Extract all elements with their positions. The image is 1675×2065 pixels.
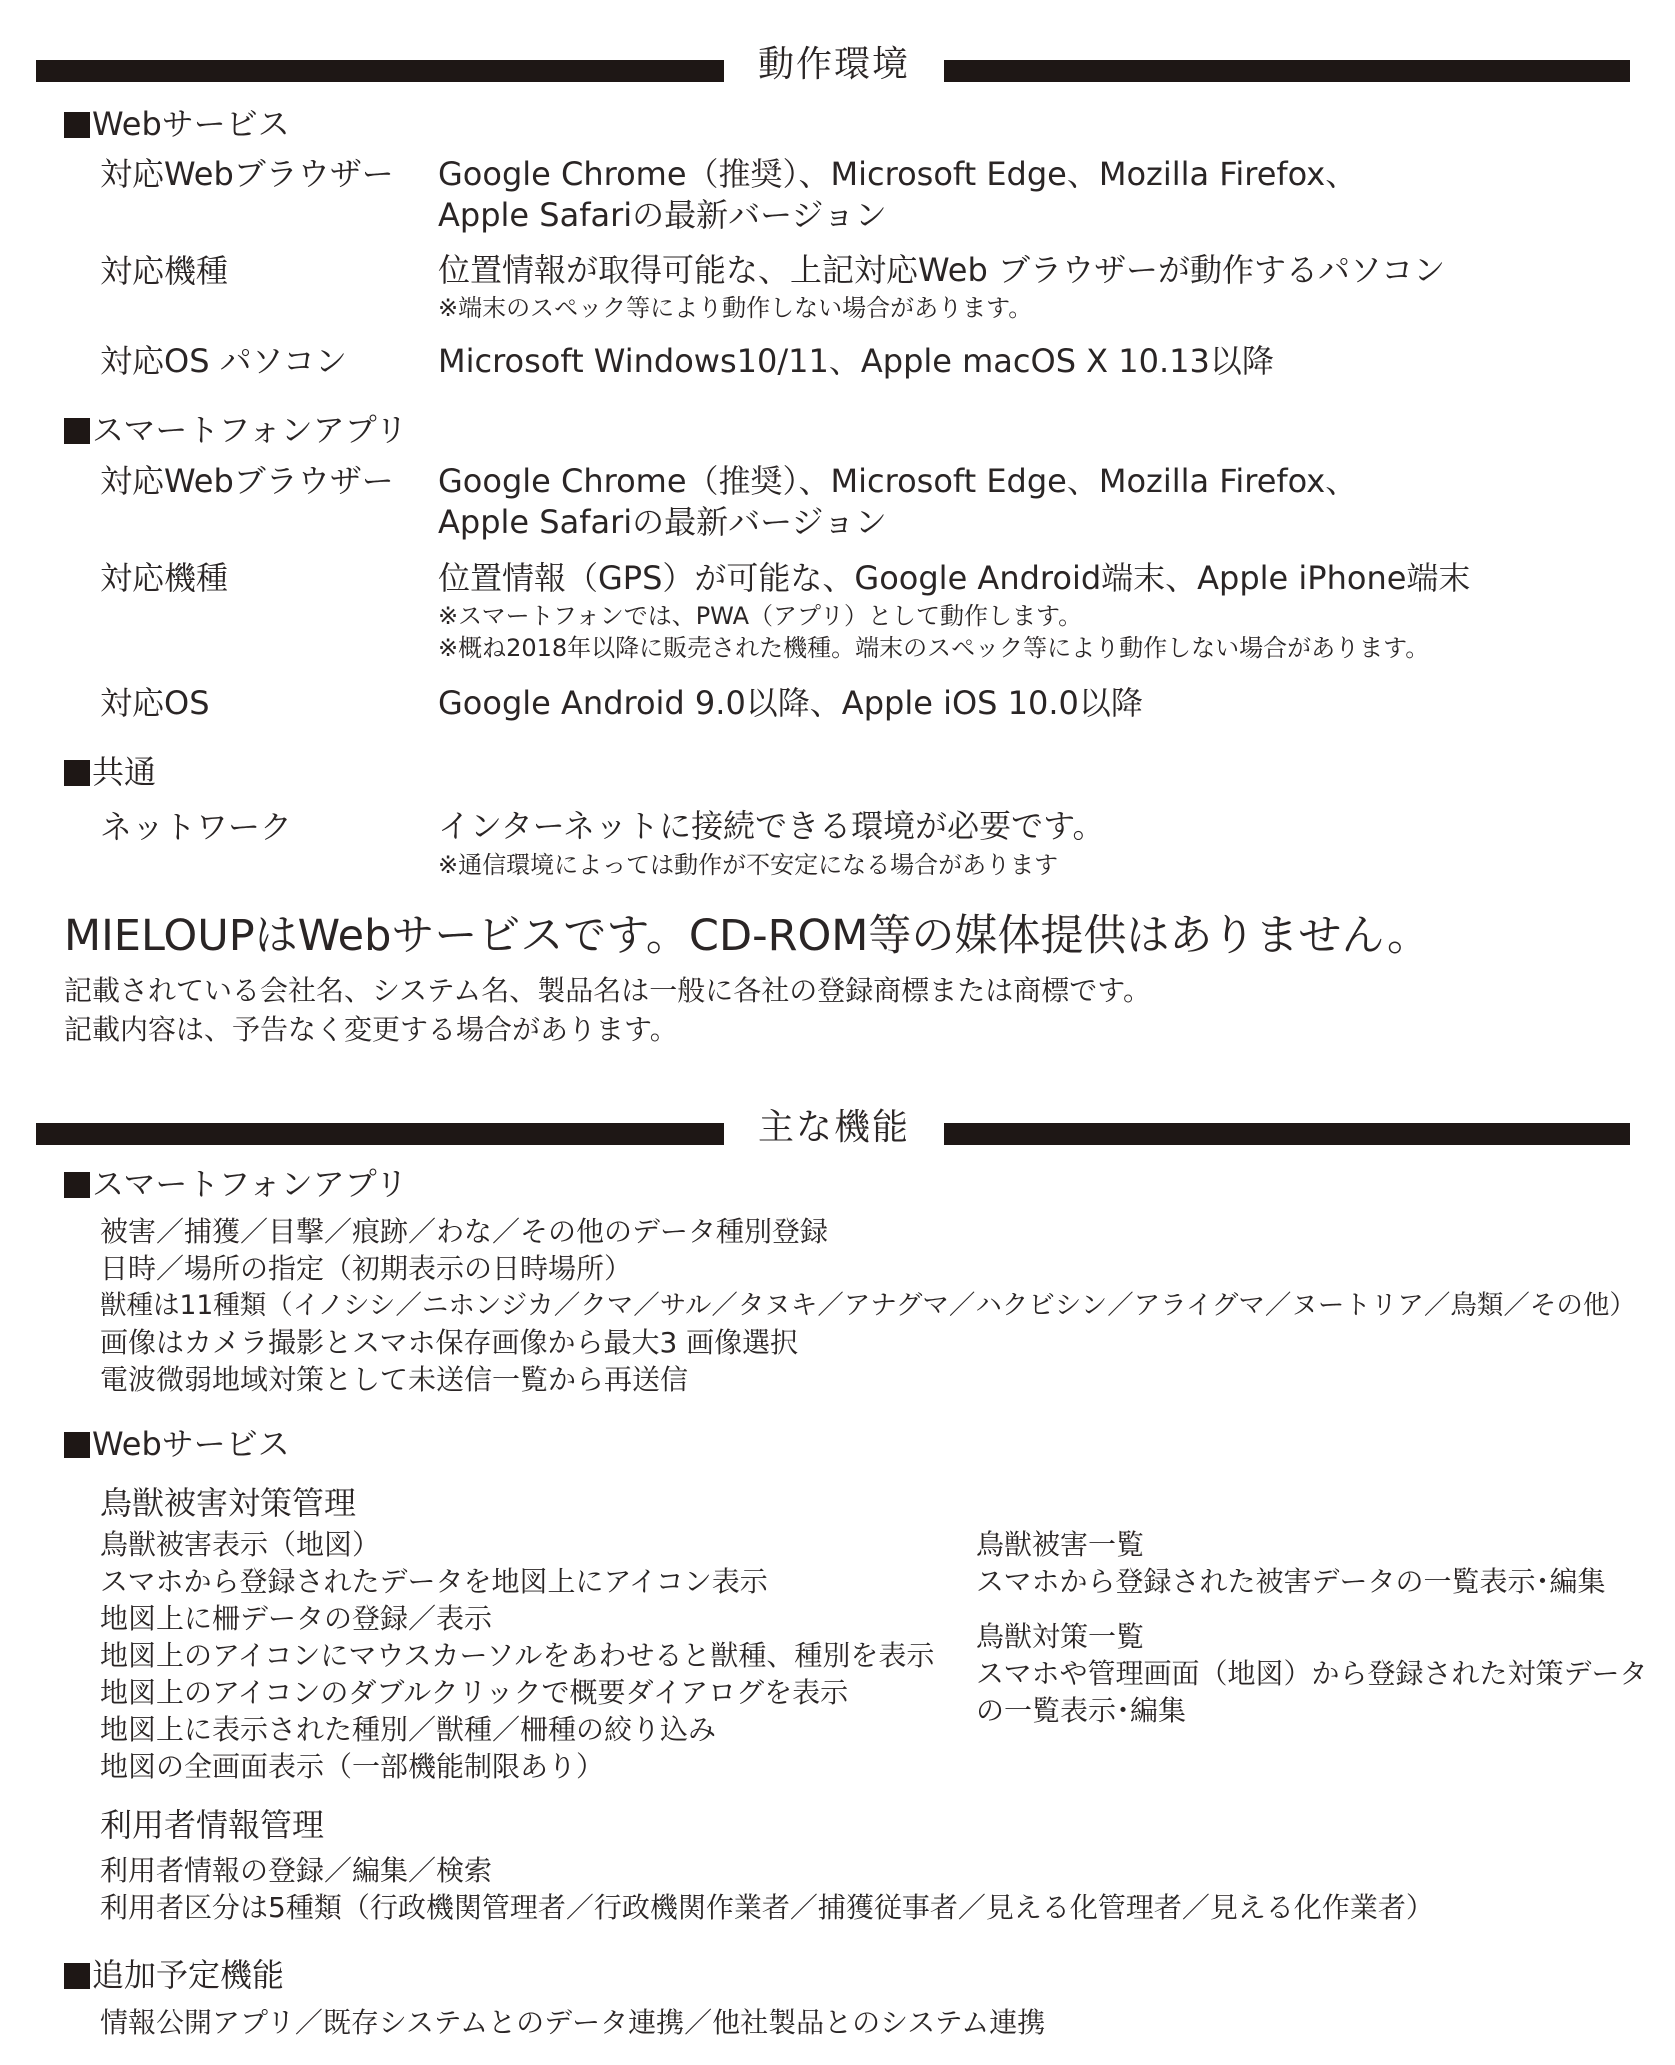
heading-web-service: Webサービス: [64, 103, 290, 145]
user-management-list: [100, 1852, 1434, 1926]
value-network: インターネットに接続できる環境が必要です。: [438, 807, 1105, 845]
value-web-device: 位置情報が取得可能な、上記対応Web ブラウザーが動作するパソコン: [438, 251, 1446, 289]
label-network: ネットワーク: [100, 808, 293, 846]
header-rule-left: [36, 60, 724, 82]
heading-features-web: Webサービス: [64, 1423, 290, 1465]
damage-list-title: 鳥獣被害一覧: [976, 1528, 1145, 1561]
damage-list-desc: スマホから登録された被害データの一覧表示･編集: [976, 1565, 1606, 1598]
measure-list-desc: スマホや管理画面（地図）から登録された対策データ: [976, 1657, 1648, 1690]
list-item: 利用者情報の登録／編集／検索: [100, 1854, 493, 1887]
heading-planned-features: 追加予定機能: [64, 1954, 284, 1996]
value-web-browser: Google Chrome（推奨）、Microsoft Edge、Mozilla Firefox、 Apple Safariの最新バージョン: [438, 155, 1358, 234]
measure-list-block: [976, 1618, 1647, 1729]
label-sp-device: 対応機種: [100, 559, 229, 597]
value-sp-os: Google Android 9.0以降、Apple iOS 10.0以降: [438, 684, 1143, 722]
list-item: 地図上のアイコンにマウスカーソルをあわせると獣種、種別を表示: [100, 1639, 935, 1672]
measure-list-desc: の一覧表示･編集: [976, 1694, 1187, 1727]
note-web-device: ※端末のスペック等により動作しない場合があります。: [438, 294, 1033, 322]
value-web-os: Microsoft Windows10/11、Apple macOS X 10.13以降: [438, 342, 1274, 380]
label-web-device: 対応機種: [100, 252, 229, 290]
square-bullet-icon: [64, 760, 90, 786]
section-header-env: [36, 41, 1630, 89]
damage-list-block: [976, 1526, 1605, 1600]
subheading-user-management: 利用者情報管理: [100, 1806, 325, 1844]
heading-features-smartphone: スマートフォンアプリ: [64, 1163, 408, 1205]
section-title-env: 動作環境: [757, 44, 910, 85]
list-item: 画像はカメラ撮影とスマホ保存画像から最大3 画像選択: [100, 1326, 799, 1359]
measure-list-title: 鳥獣対策一覧: [976, 1620, 1145, 1653]
section-title-features: 主な機能: [757, 1107, 910, 1148]
planned-features-line: 情報公開アプリ／既存システムとのデータ連携／他社製品とのシステム連携: [100, 2006, 1046, 2039]
map-feature-block: [100, 1526, 934, 1785]
note-sp-device: ※スマートフォンでは、PWA（アプリ）として動作します。 ※概ね2018年以降に販売された機種。端末のスペック等により動作しない場合があります。: [438, 602, 1430, 662]
notice-web-service: MIELOUPはWebサービスです。CD-ROM等の媒体提供はありません。: [64, 911, 1430, 961]
square-bullet-icon: [64, 418, 90, 444]
subheading-damage-management: 鳥獣被害対策管理: [100, 1484, 357, 1522]
label-sp-browser: 対応Webブラウザー: [100, 462, 394, 500]
list-item: 日時／場所の指定（初期表示の日時場所）: [100, 1252, 633, 1285]
label-sp-os: 対応OS: [100, 684, 210, 722]
disclaimer-text: 記載されている会社名、システム名、製品名は一般に各社の登録商標または商標です。 記載内容は、予告なく変更する場合があります。: [64, 974, 1151, 1046]
square-bullet-icon: [64, 112, 90, 138]
value-sp-device: 位置情報（GPS）が可能な、Google Android端末、Apple iPhone端末: [438, 559, 1471, 597]
section-header-features: [36, 1104, 1630, 1152]
list-item: 利用者区分は5種類（行政機関管理者／行政機関作業者／捕獲従事者／見える化管理者／見える化作業者）: [100, 1891, 1434, 1924]
heading-common: 共通: [64, 751, 156, 793]
note-network: ※通信環境によっては動作が不安定になる場合があります: [438, 851, 1059, 879]
label-web-os: 対応OS パソコン: [100, 342, 348, 380]
list-item: 地図上に柵データの登録／表示: [100, 1602, 493, 1635]
header-rule-right: [944, 1123, 1630, 1145]
list-item: 地図上のアイコンのダブルクリックで概要ダイアログを表示: [100, 1676, 849, 1709]
header-rule-right: [944, 60, 1630, 82]
heading-smartphone-app: スマートフォンアプリ: [64, 409, 408, 451]
list-item: 地図上に表示された種別／獣種／柵種の絞り込み: [100, 1713, 717, 1746]
list-item: 電波微弱地域対策として未送信一覧から再送信: [100, 1363, 689, 1396]
list-item: 獣種は11種類（イノシシ／ニホンジカ／クマ／サル／タヌキ／アナグマ／ハクビシン／アライグマ／ヌートリア／鳥類／その他）: [100, 1290, 1636, 1321]
list-item: 被害／捕獲／目撃／痕跡／わな／その他のデータ種別登録: [100, 1215, 829, 1248]
label-web-browser: 対応Webブラウザー: [100, 155, 394, 193]
list-item: スマホから登録されたデータを地図上にアイコン表示: [100, 1565, 768, 1598]
header-rule-left: [36, 1123, 724, 1145]
square-bullet-icon: [64, 1963, 90, 1989]
map-feature-title: 鳥獣被害表示（地図）: [100, 1528, 381, 1561]
value-sp-browser: Google Chrome（推奨）、Microsoft Edge、Mozilla Firefox、 Apple Safariの最新バージョン: [438, 462, 1358, 541]
smartphone-feature-list: [100, 1213, 1636, 1398]
square-bullet-icon: [64, 1432, 90, 1458]
square-bullet-icon: [64, 1172, 90, 1198]
list-item: 地図の全画面表示（一部機能制限あり）: [100, 1750, 605, 1783]
